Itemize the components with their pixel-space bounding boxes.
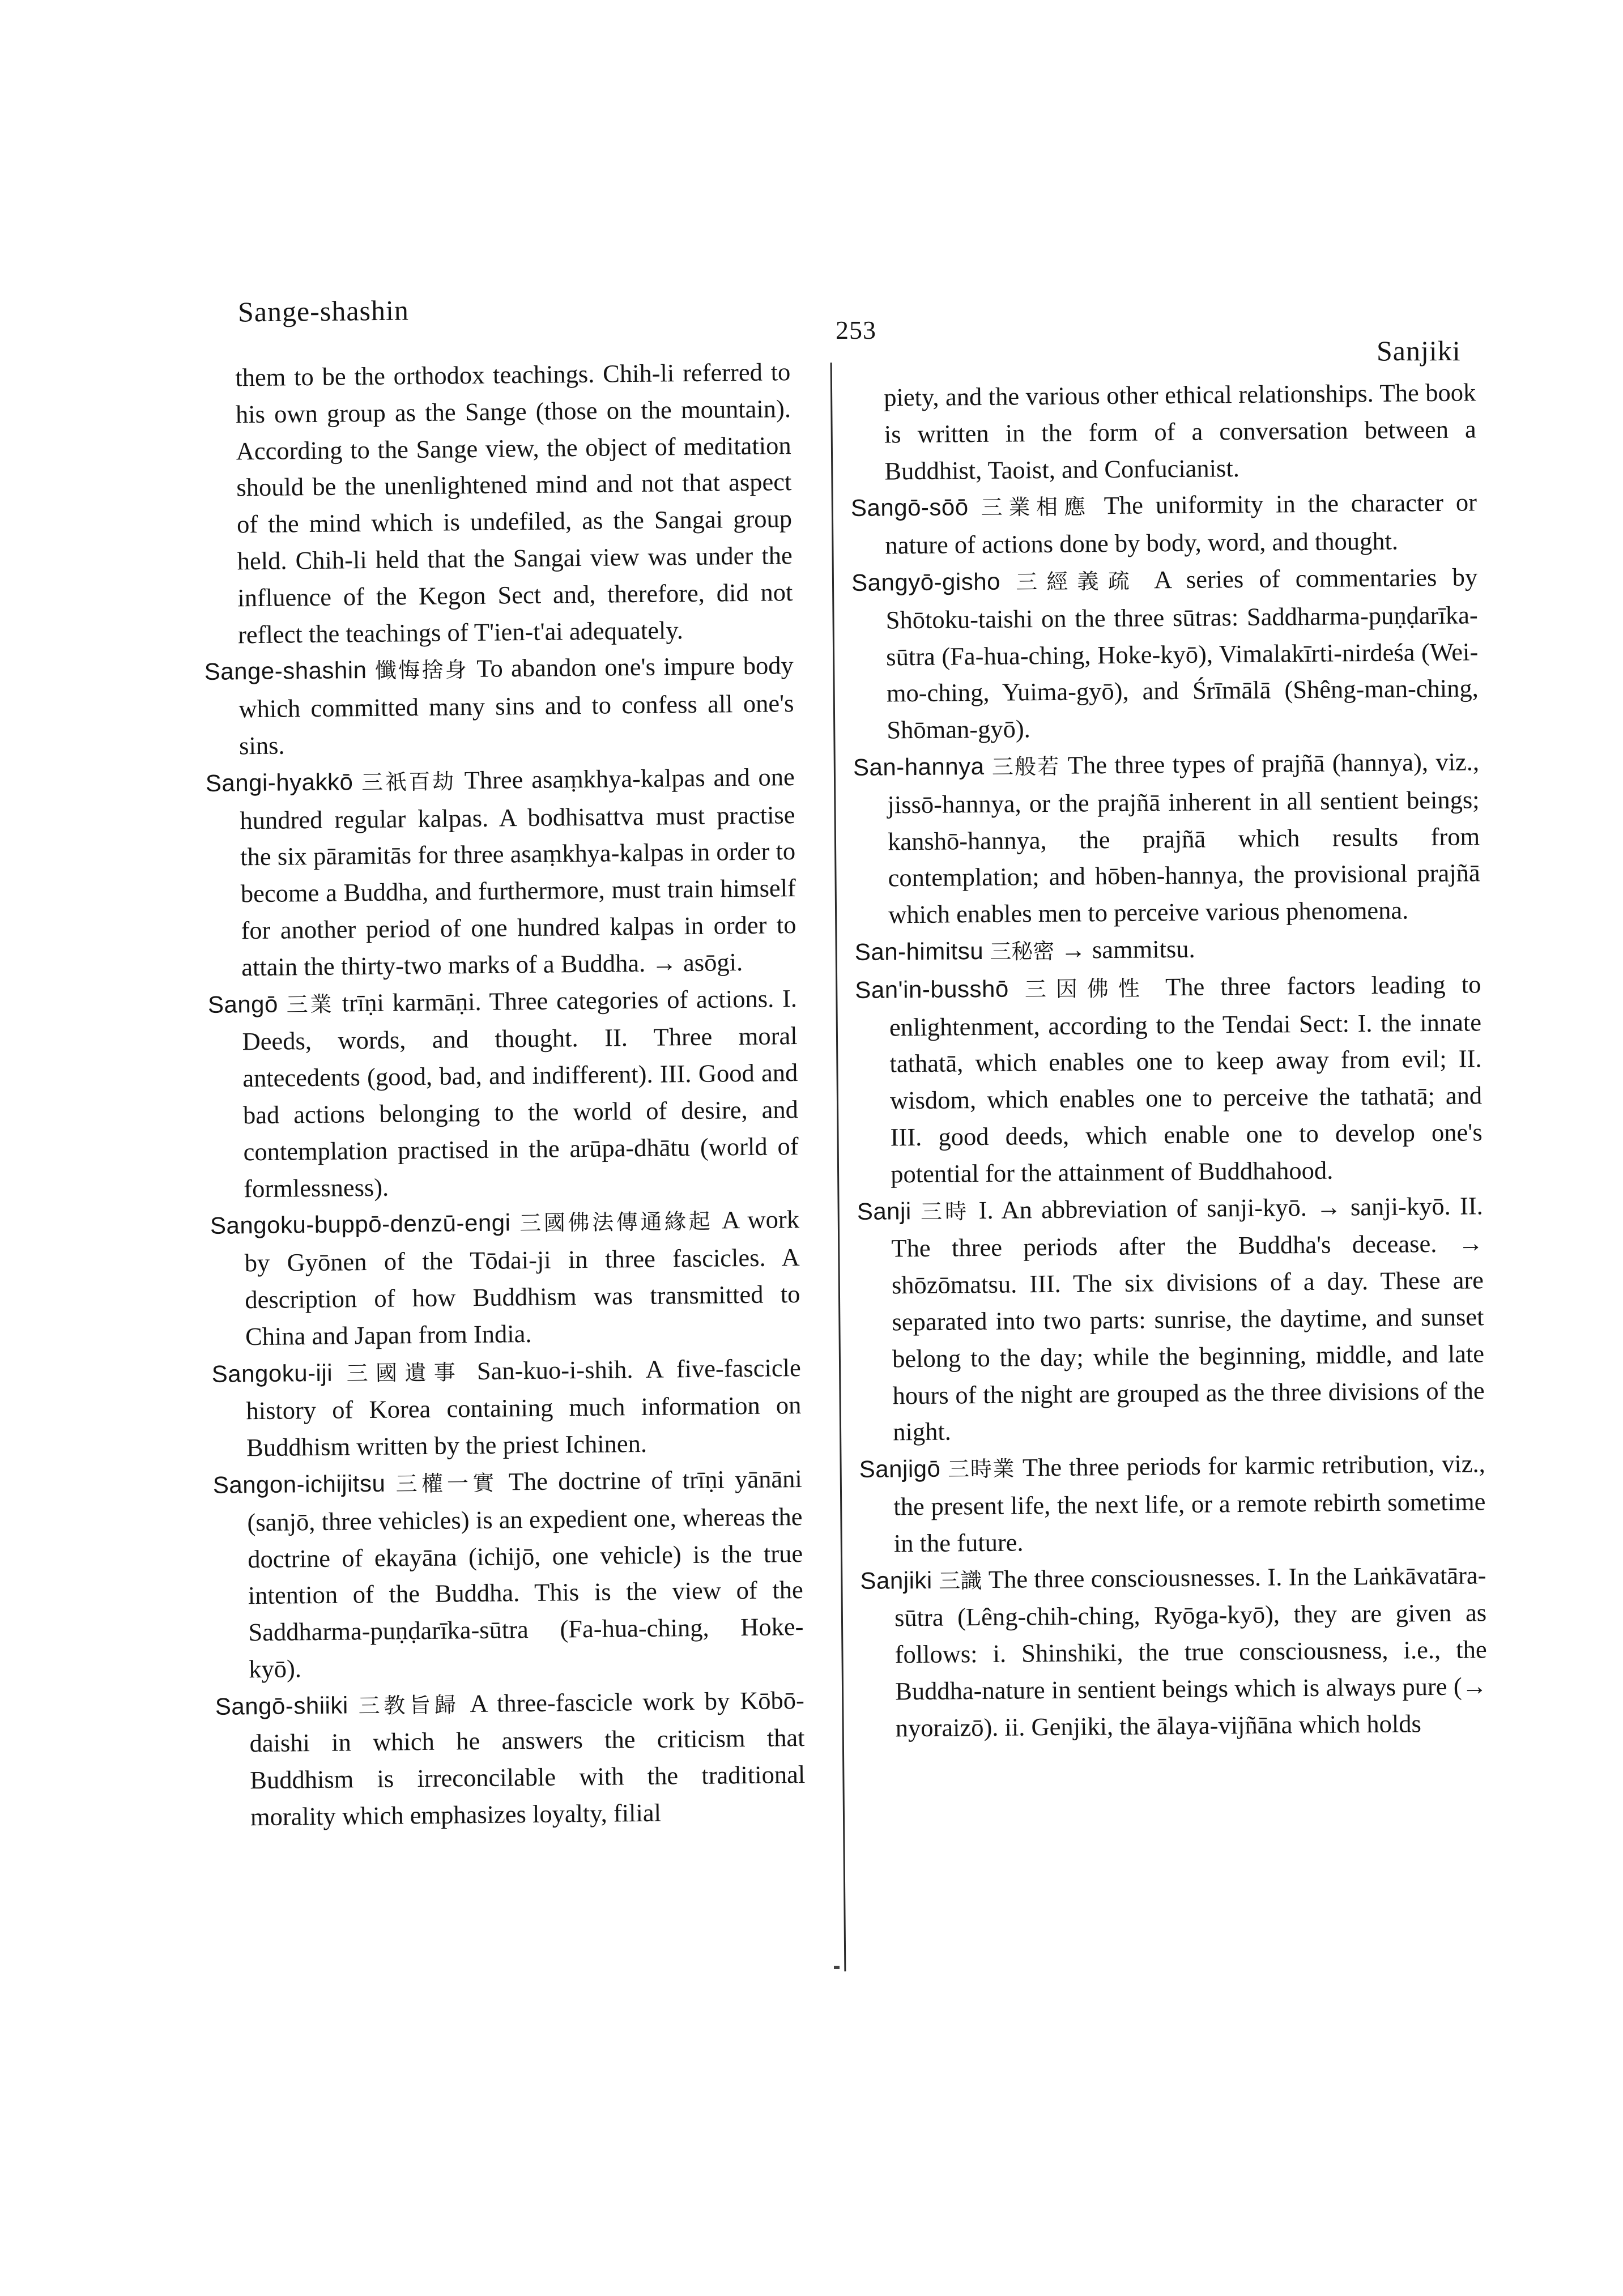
running-head-right: Sanjiki <box>1377 335 1461 367</box>
entry-definition: A three-fascicle work by Kōbō-daishi in which he answers the criticism that Buddhism is irreconcilable with the traditional morality which emphasizes loyalty, filial <box>249 1685 806 1831</box>
entry-headword: Sangō-shiiki <box>215 1692 348 1720</box>
dictionary-entry <box>208 980 799 1208</box>
entry-definition: → sammitsu. <box>1060 934 1195 964</box>
entry-kanji: 三業 <box>286 991 334 1017</box>
entry-definition: I. An abbreviation of sanji-kyō. → sanji-kyō. II. The three periods after the Buddha's decease. → shōzōmatsu. III. The six divisions of a day. These are separated into two parts: sunrise, the daytime, and sunset belong to the day; while the beginning, middle, and late hours of the night are grouped as the three divisions of the night. <box>891 1191 1485 1446</box>
entry-kanji: 三經義疏 <box>1016 568 1139 595</box>
entry-headword: Sanjigō <box>859 1455 941 1483</box>
entry-headword: Sange-shashin <box>204 657 367 685</box>
dictionary-entry <box>215 1682 806 1836</box>
entry-kanji: 三秘密 <box>990 938 1055 964</box>
entry-headword: Sangi-hyakkō <box>205 768 353 796</box>
entry-definition: To abandon one's impure body which committed many sins and to confess all one's sins. <box>238 651 794 760</box>
dictionary-entry <box>851 559 1479 749</box>
dictionary-entry <box>205 759 796 986</box>
entry-headword: Sangō-sōō <box>850 493 969 522</box>
entry-definition: Three asaṃkhya-kalpas and one hundred regular kalpas. A bodhisattva must practise the six pāramitās for three asaṃkhya-kalpas in order to become a Buddha, and furthermore, must train himself for another period of one hundred kalpas in order to attain the thirty-two marks of a Buddha. → asōgi. <box>240 762 796 982</box>
dictionary-entry <box>853 743 1481 934</box>
entry-headword: San'in-busshō <box>855 975 1009 1003</box>
entry-kanji: 懺悔捨身 <box>374 657 469 684</box>
entry-kanji: 三權一實 <box>395 1470 499 1497</box>
entry-kanji: 三祇百劫 <box>361 769 457 795</box>
entry-headword: Sangoku-iji <box>211 1359 333 1387</box>
continued-text: them to be the orthodox teachings. Chih-li referred to his own group as the Sange (those on the mountain). According to the Sange view, the object of meditation should be the unenlightened mind and not that aspect of the mind which is undefiled, as the Sangai group held. Chih-li held that the Sangai view was under the influence of the Kegon Sect and, therefore, did not reflect the teachings of T'ien-t'ai adequately. <box>235 357 793 649</box>
entry-definition: The three periods for karmic retribution, viz., the present life, the next life, or a remote rebirth sometime in the future. <box>893 1449 1486 1558</box>
right-column <box>850 374 1488 1747</box>
entry-definition: San-kuo-i-shih. A five-fascicle history of Korea containing much information on Buddhism written by the priest Ichinen. <box>246 1353 802 1462</box>
page-number: 253 <box>836 316 876 344</box>
column-divider <box>830 363 846 1971</box>
dictionary-entry <box>857 1187 1485 1451</box>
entry-definition: trīṇi karmāṇi. Three categories of actions. I. Deeds, words, and thought. II. Three moral antecedents (good, bad, and indifferent). III. Good and bad actions belonging to the world of desire, and contemplation practised in the arūpa-dhātu (world of formlessness). <box>242 983 799 1203</box>
dictionary-entry <box>204 647 794 764</box>
entry-definition: The three types of prajñā (hannya), viz., jissō-hannya, or the prajñā inherent in all sentient beings; kanshō-hannya, the prajñā which results from contemplation; and hōben-hannya, the provisional prajñā which enables men to perceive various phenomena. <box>887 747 1480 929</box>
dictionary-entry <box>851 484 1477 564</box>
running-head-left: Sange-shashin <box>237 294 410 328</box>
entry-kanji: 三國佛法傳通緣起 <box>519 1208 713 1236</box>
dictionary-entry <box>855 928 1481 971</box>
dictionary-entry <box>211 1349 802 1467</box>
dictionary-entry <box>855 966 1483 1192</box>
entry-definition: A work by Gyōnen of the Tōdai-ji in three fascicles. A description of how Buddhism was transmitted to China and Japan from India. <box>244 1205 800 1351</box>
entry-kanji: 三因佛性 <box>1024 976 1150 1002</box>
dictionary-entry <box>860 1557 1488 1747</box>
entry-kanji: 三般若 <box>991 753 1060 779</box>
dictionary-entry <box>859 1445 1486 1562</box>
entry-headword: Sangon-ichijitsu <box>212 1469 386 1498</box>
entry-definition: The three factors leading to enlightenment, according to the Tendai Sect: I. the innate tathatā, which enables one to keep away from evil; II. wisdom, which enables one to perceive the tathatā; and III. good deeds, which enable one to develop one's potential for the attainment of Buddhahood. <box>889 970 1483 1189</box>
entry-headword: San-himitsu <box>854 937 984 965</box>
entry-headword: Sangyō-gisho <box>851 568 1001 596</box>
entry-headword: Sangō <box>207 990 279 1018</box>
entry-kanji: 三識 <box>938 1567 982 1594</box>
entry-definition: The three consciousnesses. I. In the Laṅkāvatāra-sūtra (Lêng-chih-ching, Ryōga-kyō), they are given as follows: i. Shinshiki, the true consciousness, i.e., the Buddha-nature in sentient beings which is always pure (→ nyoraizō). ii. Genjiki, the ālaya-vijñāna which holds <box>894 1560 1488 1743</box>
entry-definition: A series of commentaries by Shōtoku-taishi on the three sūtras: Saddharma-puṇḍarīka-sūtra (Fa-hua-ching, Hoke-kyō), Vimalakīrti-nirdeśa (Wei-mo-ching, Yuima-gyō), and Śrīmālā (Shêng-man-ching, Shōman-gyō). <box>885 563 1479 744</box>
entry-kanji: 三時 <box>920 1198 970 1224</box>
entry-headword: Sanjiki <box>860 1566 932 1594</box>
dictionary-entry <box>212 1460 804 1688</box>
entry-headword: San-hannya <box>853 752 985 781</box>
entry-kanji: 三國遺事 <box>346 1359 463 1386</box>
entry-kanji: 三教旨歸 <box>358 1692 460 1718</box>
entry-kanji: 三業相應 <box>981 494 1092 521</box>
dictionary-entry <box>210 1201 801 1355</box>
divider-tick-mark <box>834 1966 840 1969</box>
continued-text: piety, and the various other ethical relationships. The book is written in the form of a conversation between a Buddhist, Taoist, and Confucianist. <box>884 378 1477 485</box>
entry-definition: The uniformity in the character or nature of actions done by body, word, and thought. <box>885 488 1477 560</box>
entry-headword: Sangoku-buppō-denzū-engi <box>210 1209 511 1239</box>
left-column <box>201 353 806 1836</box>
entry-kanji: 三時業 <box>948 1456 1016 1482</box>
entry-definition: The doctrine of trīṇi yānāni (sanjō, three vehicles) is an expedient one, whereas the doctrine of ekayāna (ichijō, one vehicle) is the true intention of the Buddha. This is the view of the Saddharma-puṇḍarīka-sūtra (Fa-hua-ching, Hoke-kyō). <box>247 1464 804 1684</box>
entry-headword: Sanji <box>857 1197 911 1225</box>
